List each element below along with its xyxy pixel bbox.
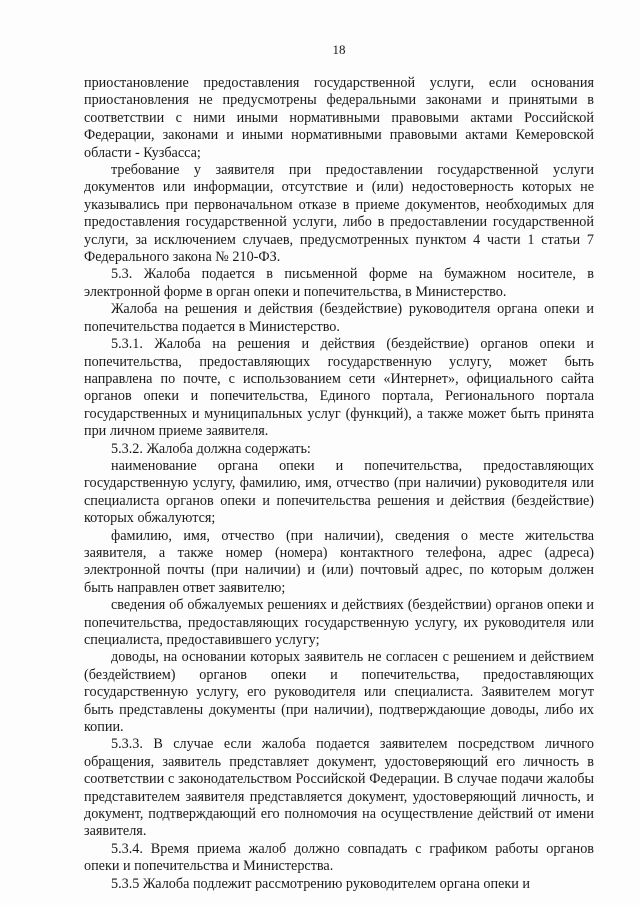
paragraph-5-3-1: 5.3.1. Жалоба на решения и действия (бездействие) органов опеки и попечительства, предоставляющих государственную услугу, может быть направлена по почте, с использованием сети «Интернет», официального сайта органов опеки и попечительства, Единого портала, Регионального портала государственных и муниципальных услуг (функций), а также может быть принята при личном приеме заявителя. <box>84 336 594 440</box>
paragraph-5-3-3: 5.3.3. В случае если жалоба подается заявителем посредством личного обращения, заявитель представляет документ, удостоверяющий его личность в соответствии с законодательством Российской Федерации. В случае подачи жалобы представителем заявителя представляется документ, удостоверяющий личность, и документ, подтверждающий его полномочия на осуществление действий от имени заявителя. <box>84 736 594 840</box>
paragraph-applicant-info: фамилию, имя, отчество (при наличии), сведения о месте жительства заявителя, а также номер (номера) контактного телефона, адрес (адреса) электронной почты (при наличии) и (или) почтовый адрес, по которым должен быть направлен ответ заявителю; <box>84 527 594 596</box>
paragraph-5-3-4: 5.3.4. Время приема жалоб должно совпадать с графиком работы органов опеки и попечительства и Министерства. <box>84 840 594 875</box>
paragraph-document-requirement: требование у заявителя при предоставлении государственной услуги документов или информации, отсутствие и (или) недостоверность которых не указывались при первоначальном отказе в приеме документов, необходимых для предоставления государственной услуги, либо в предоставлении государственной услуги, за исключением случаев, предусмотренных пунктом 4 части 1 статьи 7 Федерального закона № 210-ФЗ. <box>84 162 594 266</box>
paragraph-5-3-2: 5.3.2. Жалоба должна содержать: <box>111 440 311 457</box>
paragraph-suspension-grounds: приостановление предоставления государственной услуги, если основания приостановления не предусмотрены федеральными законами и принятыми в соответствии с ними иными нормативными правовыми актами Российской Федерации, законами и иными нормативными правовыми актами Кемеровской области - Кузбасса; <box>84 75 594 161</box>
paragraph-arguments: доводы, на основании которых заявитель не согласен с решением и действием (бездействием) органов опеки и попечительства, предоставляющих государственную услугу, его руководителя или специалиста. Заявителем могут быть представлены документы (при наличии), подтверждающие доводы, либо их копии. <box>84 649 594 736</box>
paragraph-5-3: 5.3. Жалоба подается в письменной форме на бумажном носителе, в электронной форме в орган опеки и попечительства, в Министерство. <box>84 266 594 300</box>
paragraph-body-name: наименование органа опеки и попечительства, предоставляющих государственную услугу, фамилию, имя, отчество (при наличии) руководителя или специалиста органов опеки и попечительства решения и действия (бездействие) которых обжалуются; <box>84 457 594 527</box>
paragraph-5-3-5: 5.3.5 Жалоба подлежит рассмотрению руководителем органа опеки и <box>111 875 531 892</box>
page-number: 18 <box>332 42 346 57</box>
paragraph-appealed-decisions: сведения об обжалуемых решениях и действиях (бездействии) органов опеки и попечительства, предоставляющих государственную услугу, их руководителя или специалиста, предоставившего услугу; <box>84 597 594 648</box>
paragraph-complaint-head: Жалоба на решения и действия (бездействие) руководителя органа опеки и попечительства подается в Министерство. <box>84 301 594 335</box>
